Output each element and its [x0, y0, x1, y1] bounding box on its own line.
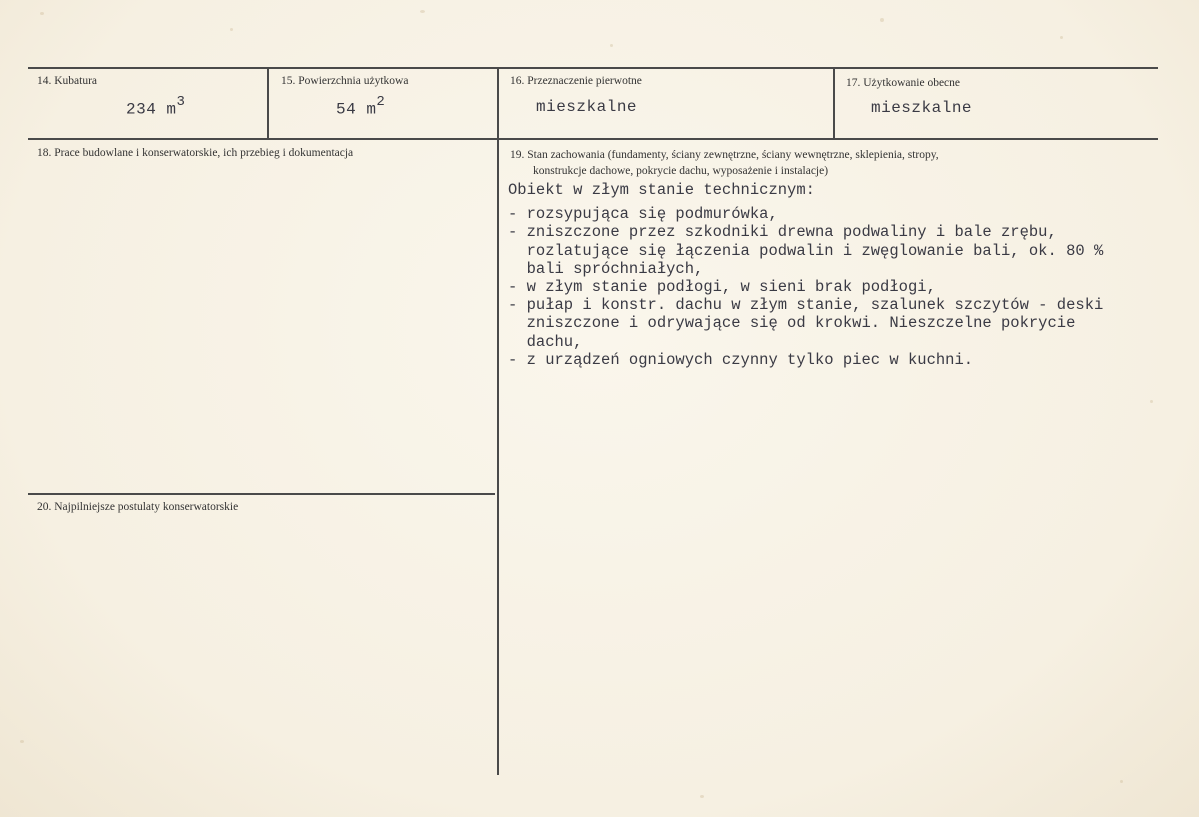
condition-line: zniszczone i odrywające się od krokwi. Nieszczelne pokrycie [508, 314, 1076, 333]
field-18-label: 18. Prace budowlane i konserwatorskie, ich przebieg i dokumentacja [37, 147, 354, 159]
condition-line: - rozsypująca się podmurówka, [508, 205, 778, 224]
column-divider-main [497, 67, 499, 775]
top-rule [28, 67, 1158, 69]
paper-speck [20, 740, 24, 743]
volume-number: 234 [126, 100, 157, 119]
volume-unit: m [166, 100, 177, 119]
field-14-value [126, 96, 185, 118]
condition-line: Obiekt w złym stanie technicznym: [508, 181, 815, 199]
paper-speck [1150, 400, 1153, 403]
area-unit: m [366, 100, 377, 119]
paper-speck [1120, 780, 1123, 783]
field-16-label: 16. Przeznaczenie pierwotne [510, 75, 642, 87]
condition-line: - w złym stanie podłogi, w sieni brak podłogi, [508, 278, 936, 297]
condition-notes [508, 181, 1103, 369]
paper-speck [1060, 36, 1063, 39]
column-divider-14-15 [267, 67, 269, 139]
condition-line: rozlatujące się łączenia podwalin i zwęglowanie bali, ok. 80 % [508, 241, 1104, 260]
condition-line: bali spróchniałych, [508, 259, 704, 278]
paper-speck [880, 18, 884, 22]
condition-line: - z urządzeń ogniowych czynny tylko piec w kuchni. [508, 350, 974, 369]
area-number: 54 [336, 100, 357, 119]
field-17-value: mieszkalne [871, 99, 973, 117]
paper-speck [230, 28, 233, 31]
volume-unit-exponent: 3 [176, 94, 186, 110]
row-divider [28, 138, 1158, 140]
condition-line: - zniszczone przez szkodniki drewna podwaliny i bale zrębu, [508, 223, 1057, 242]
field-17-label: 17. Użytkowanie obecne [846, 77, 961, 89]
paper-speck [610, 44, 613, 47]
paper-speck [700, 795, 704, 798]
column-divider-16-17 [833, 67, 835, 139]
condition-line: - pułap i konstr. dachu w złym stanie, szalunek szczytów - deski [508, 296, 1104, 315]
area-unit-exponent: 2 [376, 94, 386, 110]
field-19-label: 19. Stan zachowania (fundamenty, ściany zewnętrzne, ściany wewnętrzne, sklepienia, stropy, [510, 149, 939, 161]
field-20-label: 20. Najpilniejsze postulaty konserwatorskie [37, 501, 239, 513]
paper-speck [40, 12, 44, 15]
field-16-value: mieszkalne [536, 98, 638, 116]
field-19-label-cont: konstrukcje dachowe, pokrycie dachu, wyposażenie i instalacje) [533, 165, 829, 177]
field-15-label: 15. Powierzchnia użytkowa [281, 75, 409, 87]
paper-speck [420, 10, 425, 13]
field-15-value [336, 96, 385, 118]
field-14-label: 14. Kubatura [37, 75, 98, 87]
section-divider-18-20 [28, 493, 495, 495]
condition-line: dachu, [508, 332, 583, 351]
